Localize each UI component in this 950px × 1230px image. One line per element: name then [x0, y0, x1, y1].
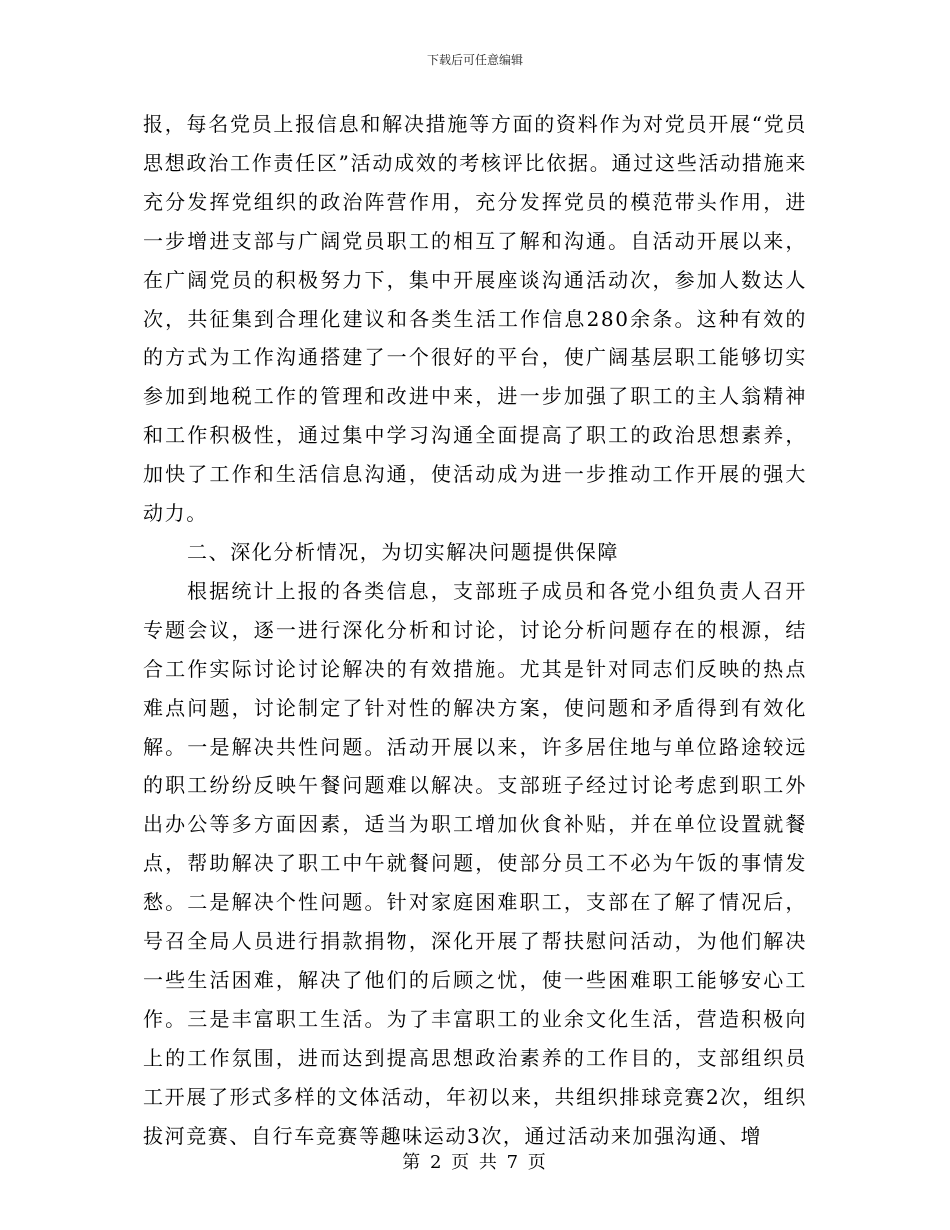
section-heading: 二、深化分析情况，为切实解决问题提供保障 — [187, 539, 619, 564]
document-body — [143, 105, 807, 1155]
page-number: 第 2 页 共 7 页 — [402, 1152, 548, 1173]
page-header: 下载后可任意编辑 — [426, 53, 523, 67]
body-paragraph-continued: 报，每名党员上报信息和解决措施等方面的资料作为对党员开展“党员思想政治工作责任区”活动成效的考核评比依据。通过这些活动措施来充分发挥党组织的政治阵营作用，充分发挥党员的模范带头作用，进一步增进支部与广阔党员职工的相互了解和沟通。自活动开展以来，在广阔党员的积极努力下，集中开展座谈沟通活动次，参加人数达人次，共征集到合理化建议和各类生活工作信息280余条。这种有效的的方式为工作沟通搭建了一个很好的平台，使广阔基层职工能够切实参加到地税工作的管理和改进中来，进一步加强了职工的主人翁精神和工作积极性，通过集中学习沟通全面提高了职工的政治思想素养，加快了工作和生活信息沟通，使活动成为进一步推动工作开展的强大动力。 — [143, 112, 807, 526]
body-paragraph: 根据统计上报的各类信息，支部班子成员和各党小组负责人召开专题会议，逐一进行深化分析和讨论，讨论分析问题存在的根源，结合工作实际讨论讨论解决的有效措施。尤其是针对同志们反映的热点难点问题，讨论制定了针对性的解决方案，使问题和矛盾得到有效化解。一是解决共性问题。活动开展以来，许多居住地与单位路途较远的职工纷纷反映午餐问题难以解决。支部班子经过讨论考虑到职工外出办公等多方面因素，适当为职工增加伙食补贴，并在单位设置就餐点，帮助解决了职工中午就餐问题，使部分员工不必为午饭的事情发愁。二是解决个性问题。针对家庭困难职工，支部在了解了情况后，号召全局人员进行捐款捐物，深化开展了帮扶慰问活动，为他们解决一些生活困难，解决了他们的后顾之忧，使一些困难职工能够安心工作。三是丰富职工生活。为了丰富职工的业余文化生活，营造积极向上的工作氛围，进而达到提高思想政治素养的工作目的，支部组织员工开展了形式多样的文体活动，年初以来，共组织排球竞赛2次，组织拔河竞赛、自行车竞赛等趣味运动3次，通过活动来加强沟通、增 — [143, 578, 807, 1148]
